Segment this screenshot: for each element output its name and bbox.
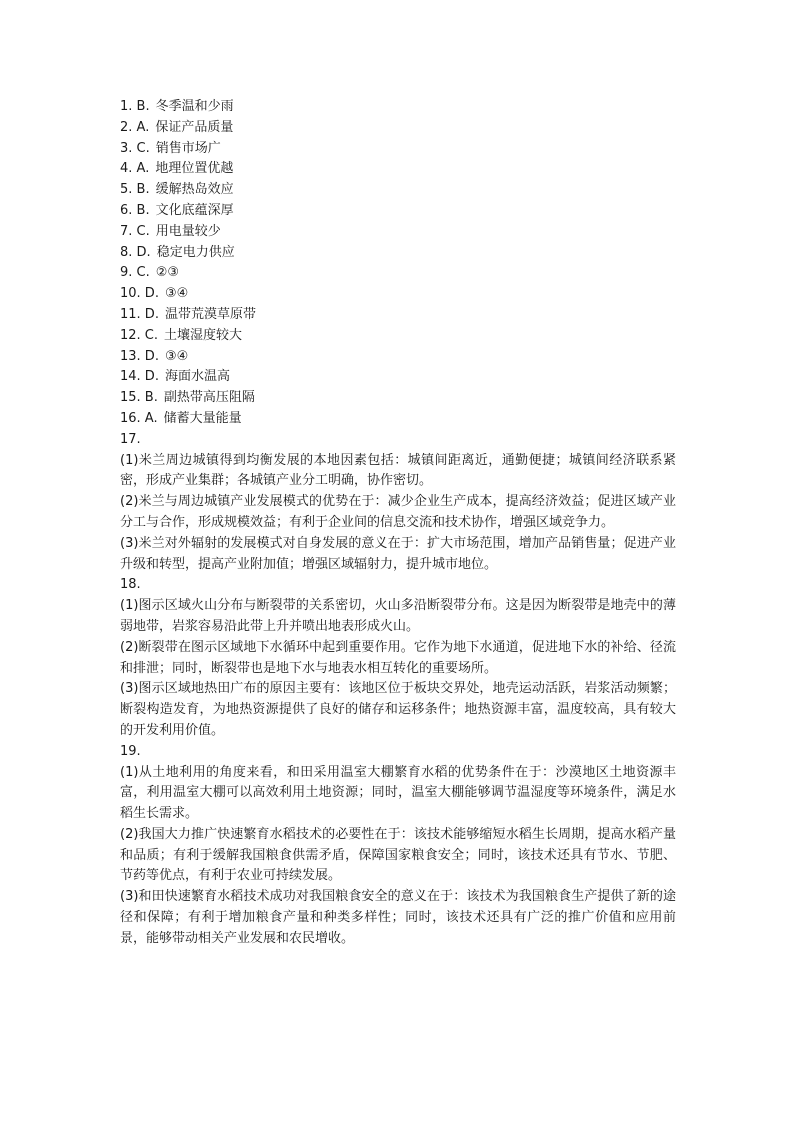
answer-text: ③④ — [164, 286, 189, 302]
answer-paragraph: (3)和田快速繁育水稻技术成功对我国粮食安全的意义在于：该技术为我国粮食生产提供了新的途径和保障；有利于增加粮食产量和种类多样性；同时，该技术还具有广泛的推广价值和应用前景，能够带动相关产业发展和农民增收。 — [120, 889, 676, 946]
answer-number: 8. D. — [120, 244, 151, 260]
answer-line — [120, 222, 676, 243]
answer-line — [120, 159, 676, 180]
answer-text: 海面水温高 — [164, 369, 230, 385]
answer-number: 7. C. — [120, 223, 150, 239]
answer-line — [120, 243, 676, 264]
answer-text: 销售市场广 — [155, 140, 221, 156]
answer-number: 4. A. — [120, 161, 150, 177]
answer-text: 文化底蕴深厚 — [155, 202, 234, 218]
answer-paragraph: (1)图示区域火山分布与断裂带的关系密切，火山多沿断裂带分布。这是因为断裂带是地壳中的薄弱地带，岩浆容易沿此带上升并喷出地表形成火山。 — [120, 598, 676, 634]
answer-line — [120, 263, 676, 284]
answer-line — [120, 409, 676, 430]
answer-text: 冬季温和少雨 — [155, 99, 234, 114]
answer-text: 土壤湿度较大 — [164, 327, 243, 343]
answer-number: 2. A. — [120, 119, 150, 135]
answer-number: 9. C. — [120, 265, 150, 281]
answer-paragraph: (1)米兰周边城镇得到均衡发展的本地因素包括：城镇间距离近，通勤便捷；城镇间经济联系紧密，形成产业集群；各城镇产业分工明确，协作密切。 — [120, 452, 676, 489]
answer-text: 用电量较少 — [155, 223, 221, 239]
answer-number: 3. C. — [120, 140, 150, 156]
answer-number: 1. B. — [120, 99, 150, 114]
answer-text: 地理位置优越 — [155, 161, 234, 177]
answer-line — [120, 139, 676, 160]
answer-number: 6. B. — [120, 202, 150, 218]
question-number: 19. — [120, 743, 141, 759]
question-19-answer — [120, 742, 676, 950]
answer-paragraph: (3)图示区域地热田广布的原因主要有：该地区位于板块交界处，地壳运动活跃，岩浆活动频繁；断裂构造发育，为地热资源提供了良好的储存和运移条件；地热资源丰富，温度较高，具有较大的开发利用价值。 — [120, 681, 676, 738]
answer-line — [120, 118, 676, 139]
question-number: 17. — [120, 431, 141, 447]
answer-text: 温带荒漠草原带 — [164, 306, 256, 322]
answer-number: 14. D. — [120, 369, 159, 385]
answer-line — [120, 347, 676, 368]
question-number: 18. — [120, 577, 141, 593]
answer-text: 副热带高压阻隔 — [163, 390, 255, 406]
answer-number: 10. D. — [120, 286, 159, 302]
answer-text: 稳定电力供应 — [156, 244, 235, 260]
answer-line — [120, 305, 676, 326]
answer-line — [120, 284, 676, 305]
answer-paragraph: (2)米兰与周边城镇产业发展模式的优势在于：减少企业生产成本，提高经济效益；促进区域产业分工与合作，形成规模效益；有利于企业间的信息交流和技术协作，增强区域竞争力。 — [120, 494, 676, 530]
answer-text: 储蓄大量能量 — [163, 410, 242, 426]
answer-text: 保证产品质量 — [155, 119, 234, 135]
question-17-answer — [120, 430, 676, 576]
answer-text: ③④ — [164, 348, 189, 364]
answer-line — [120, 201, 676, 222]
multiple-choice-answers — [120, 97, 676, 430]
answer-number: 15. B. — [120, 390, 158, 406]
answer-document — [120, 97, 676, 950]
answer-line — [120, 180, 676, 201]
answer-number: 16. A. — [120, 410, 158, 426]
answer-number: 5. B. — [120, 182, 150, 198]
answer-paragraph: (2)我国大力推广快速繁育水稻技术的必要性在于：该技术能够缩短水稻生长周期，提高水稻产量和品质；有利于缓解我国粮食供需矛盾，保障国家粮食安全；同时，该技术还具有节水、节肥、节药等优点，有利于农业可持续发展。 — [120, 826, 676, 884]
answer-text: 缓解热岛效应 — [155, 182, 234, 198]
answer-number: 13. D. — [120, 348, 159, 364]
answer-text: ②③ — [155, 265, 180, 281]
question-18-answer — [120, 575, 676, 741]
answer-number: 12. C. — [120, 327, 159, 343]
answer-line — [120, 97, 676, 118]
answer-paragraph: (3)米兰对外辐射的发展模式对自身发展的意义在于：扩大市场范围，增加产品销售量；促进产业升级和转型，提高产业附加值；增强区域辐射力，提升城市地位。 — [120, 535, 676, 572]
answer-number: 11. D. — [120, 306, 159, 322]
answer-line — [120, 326, 676, 347]
answer-paragraph: (1)从土地利用的角度来看，和田采用温室大棚繁育水稻的优势条件在于：沙漠地区土地资源丰富，利用温室大棚可以高效利用土地资源；同时，温室大棚能够调节温湿度等环境条件，满足水稻生长需求。 — [120, 764, 676, 822]
answer-line — [120, 367, 676, 388]
answer-line — [120, 388, 676, 409]
answer-paragraph: (2)断裂带在图示区域地下水循环中起到重要作用。它作为地下水通道，促进地下水的补给、径流和排泄；同时，断裂带也是地下水与地表水相互转化的重要场所。 — [120, 639, 676, 676]
